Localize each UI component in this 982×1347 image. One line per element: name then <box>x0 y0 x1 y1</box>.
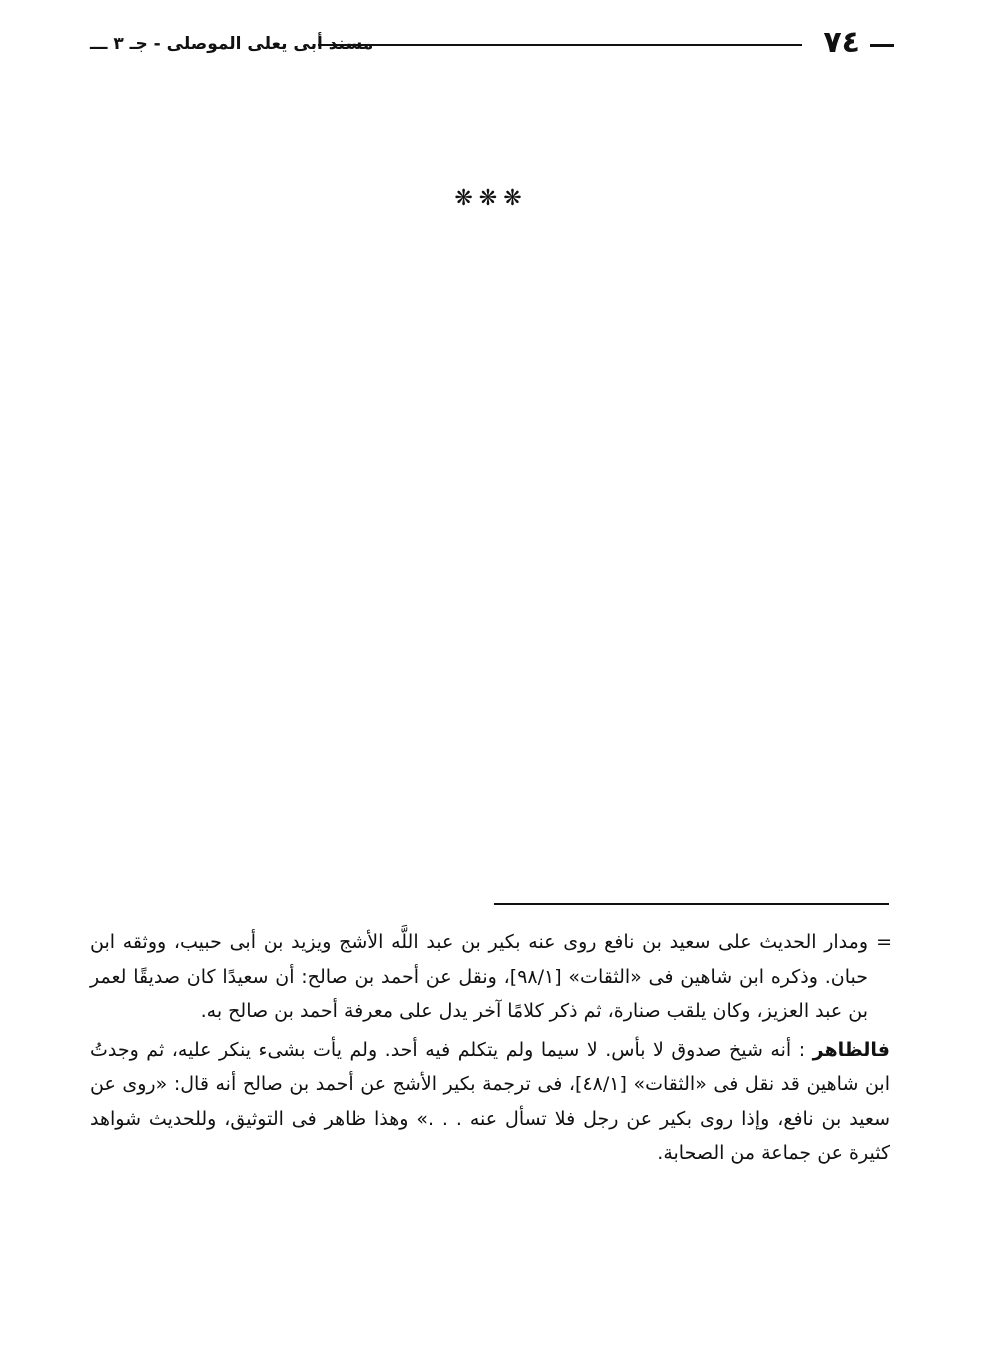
footnote-rule <box>494 903 889 905</box>
footnote-paragraph <box>90 925 890 1029</box>
continuation-mark: = <box>876 931 892 953</box>
footnote-paragraph <box>90 1033 890 1171</box>
header-rule <box>318 44 802 46</box>
footnote-text: ومدار الحديث على سعيد بن نافع روى عنه بكير بن عبد اللَّه الأشج ويزيد بن أبى حبيب، ووثقه ابن حبان. وذكره ابن شاهين فى «الثقات» [٩٨/١]، ونقل عن أحمد بن صالح: أن سعيدًا كان صديقًا لعمر بن عبد العزيز، وكان يلقب صنارة، ثم ذكر كلامًا آخر يدل على معرفة أحمد بن صالح به. <box>90 931 868 1022</box>
footnote-lead-word: فالظاهر <box>812 1038 890 1061</box>
header-dash <box>870 44 894 47</box>
running-title: مسند أبى يعلى الموصلى - جـ ٣ ـــ <box>90 34 374 54</box>
footnote-text: : أنه شيخ صدوق لا بأس. لا سيما ولم يتكلم فيه أحد. ولم يأت بشىء ينكر عليه، ثم وجدتُ ابن شاهين قد نقل فى «الثقات» [٤٨/١]، فى ترجمة بكير الأشج عن أحمد بن صالح أنه قال: «روى عن سعيد بن نافع، وإذا روى بكير عن رجل فلا تسأل عنه . . .» وهذا ظاهر فى التوثيق، وللحديث شواهد كثيرة عن جماعة من الصحابة. <box>90 1038 890 1164</box>
page-header <box>90 25 894 60</box>
page-number: ٧٤ <box>823 25 860 60</box>
section-separator: ❋❋❋ <box>454 186 528 211</box>
footnotes <box>90 925 890 1175</box>
